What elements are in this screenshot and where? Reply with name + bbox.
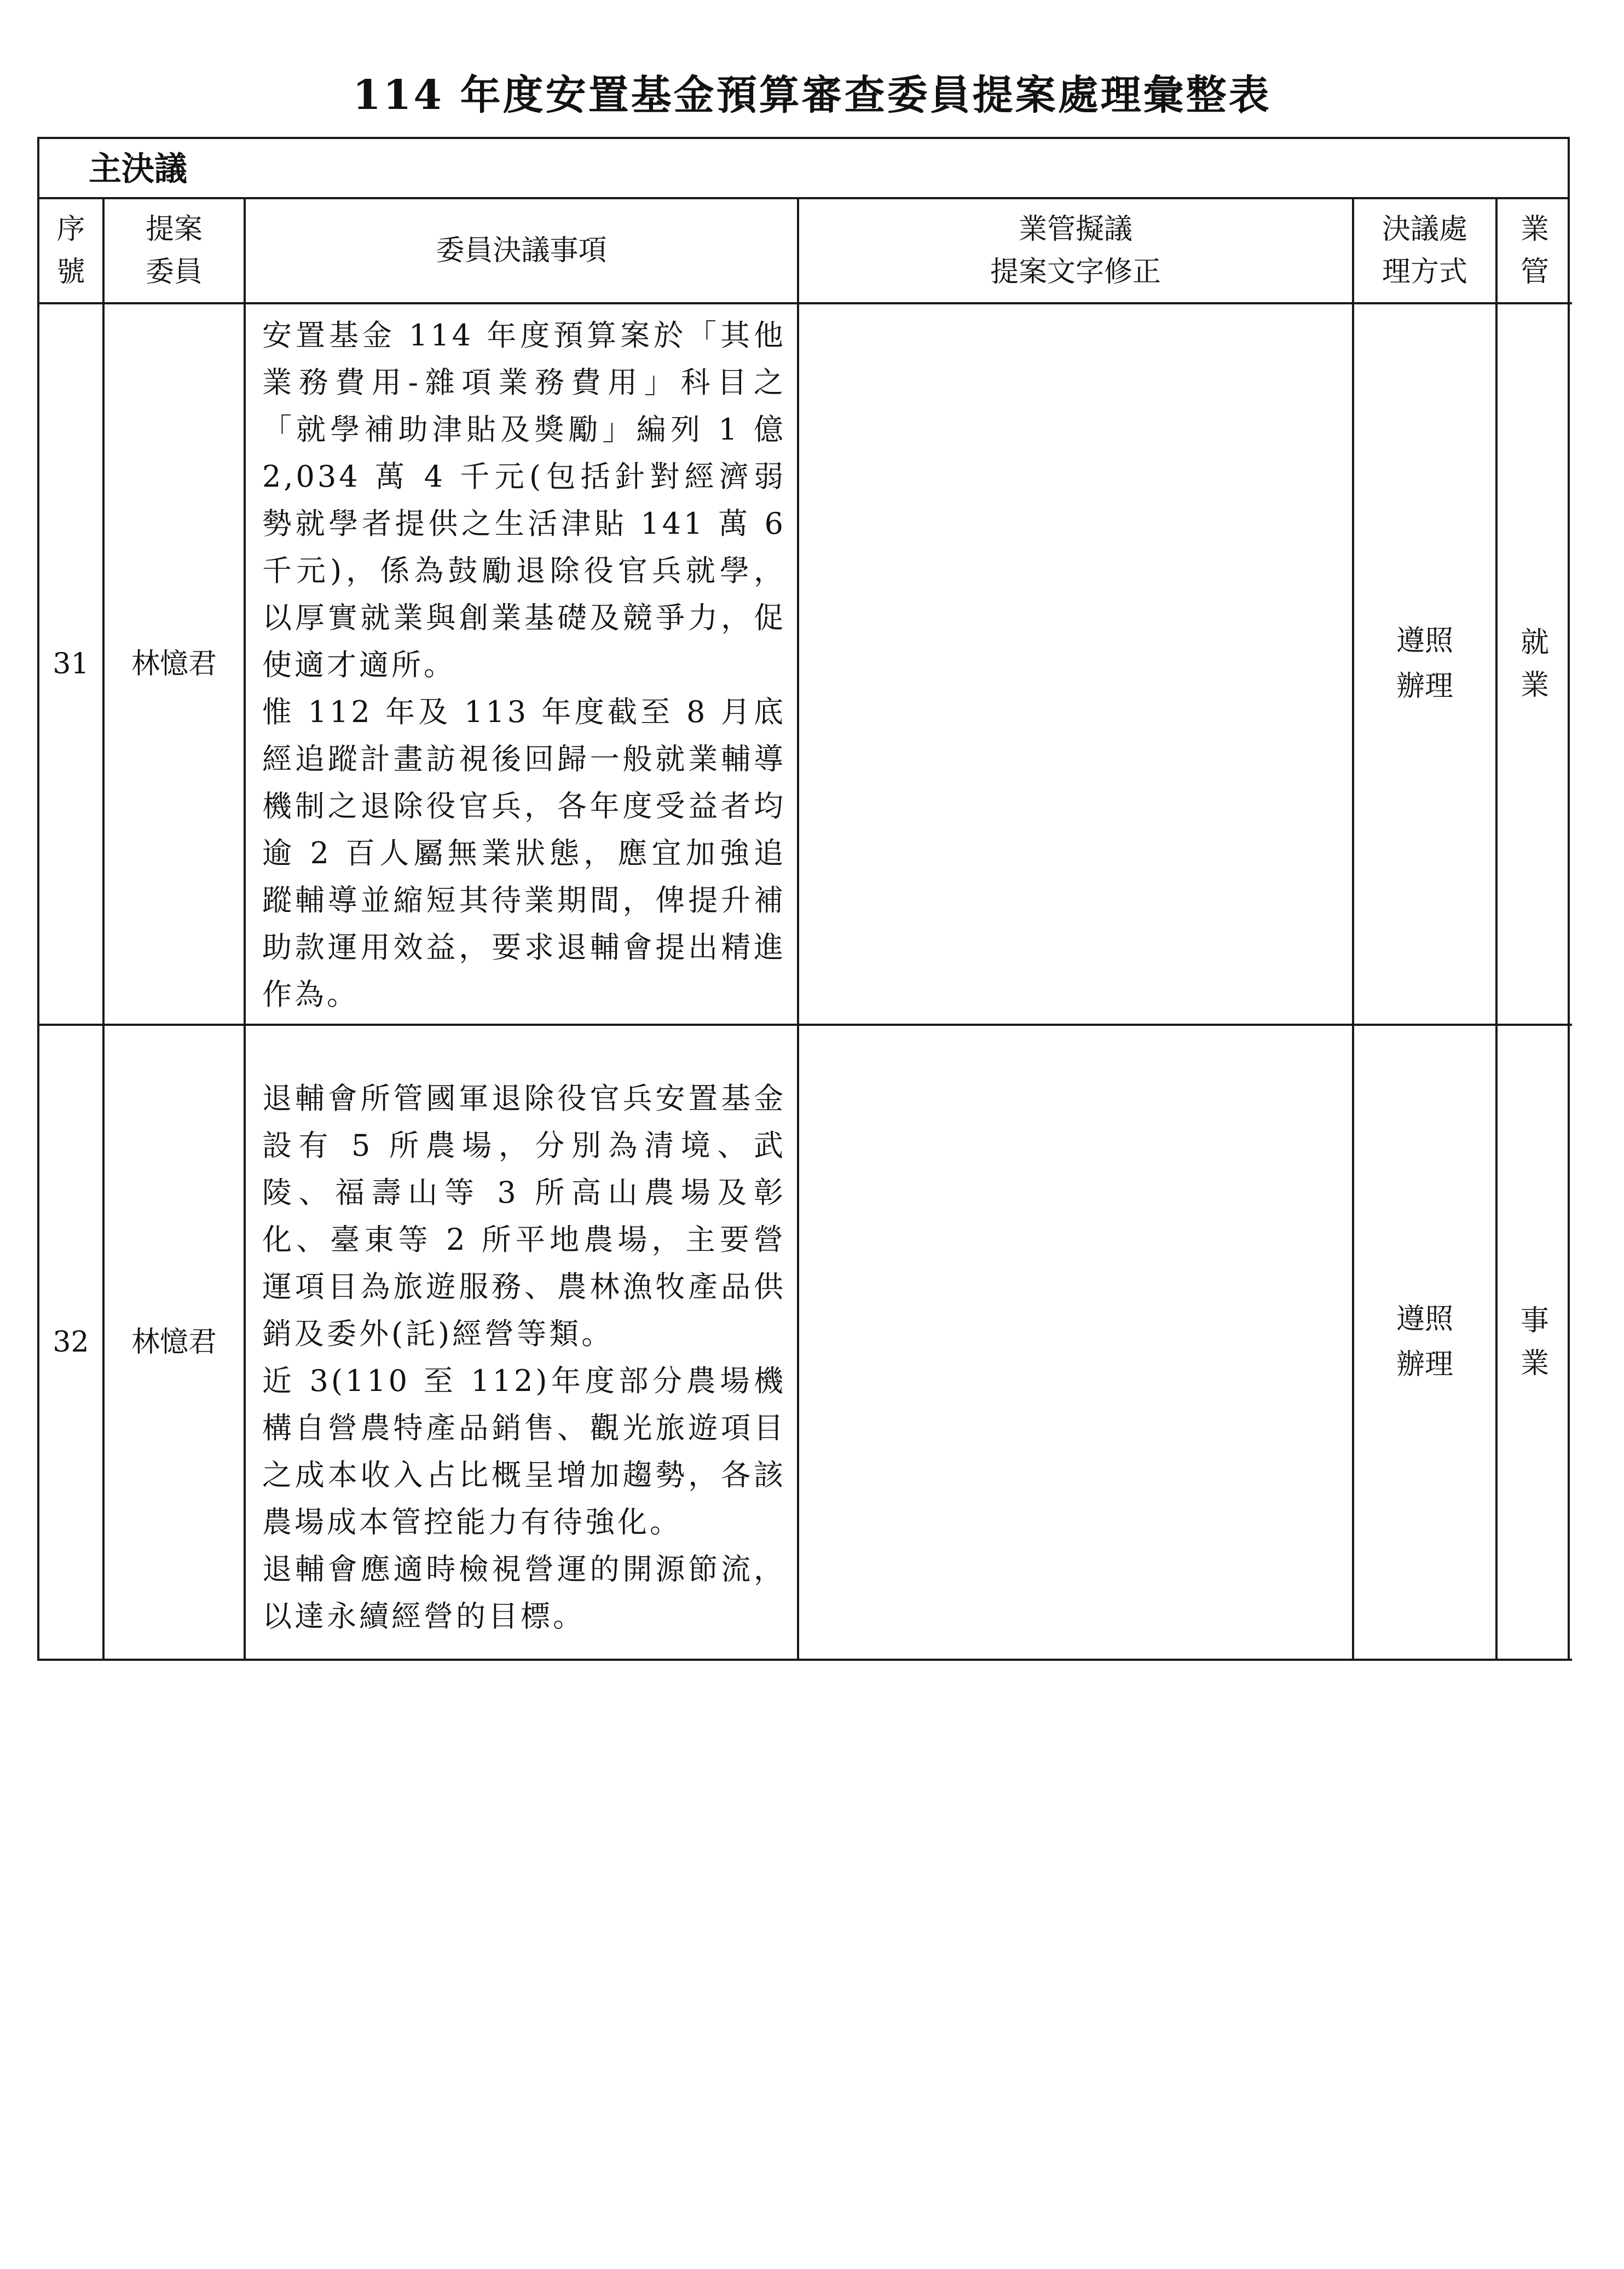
row-content <box>245 1025 798 1660</box>
row-unit: 就業 <box>1496 303 1572 1025</box>
table-header-row <box>39 199 1572 303</box>
table-row <box>39 303 1572 1025</box>
section-label: 主決議 <box>39 139 1568 199</box>
table-row <box>39 1025 1572 1660</box>
row-method: 遵照 辦理 <box>1353 1025 1496 1660</box>
header-suggestion: 業管擬議 提案文字修正 <box>798 199 1353 303</box>
row-content <box>245 303 798 1025</box>
row-method: 遵照 辦理 <box>1353 303 1496 1025</box>
header-method: 決議處 理方式 <box>1353 199 1496 303</box>
row-suggestion <box>798 303 1353 1025</box>
row-proposer: 林憶君 <box>103 1025 245 1660</box>
content-paragraph: 安置基金 114 年度預算案於「其他業務費用-雜項業務費用」科目之「就學補助津貼及獎勵」編列 1 億 2,034 萬 4 千元(包括針對經濟弱勢就學者提供之生活津貼 141 萬 6 千元)，係為鼓勵退除役官兵就學，以厚實就業與創業基礎及競爭力，促使適才適所。 <box>262 318 786 682</box>
header-proposer: 提案 委員 <box>103 199 245 303</box>
content-paragraph: 惟 112 年及 113 年度截至 8 月底經追蹤計畫訪視後回歸一般就業輔導機制之退除役官兵，各年度受益者均逾 2 百人屬無業狀態，應宜加強追蹤輔導並縮短其待業期間，俾提升補助款運用效益，要求退輔會提出精進作為。 <box>262 695 786 1012</box>
row-suggestion <box>798 1025 1353 1660</box>
proposal-table <box>39 199 1572 1661</box>
content-paragraph: 近 3(110 至 112)年度部分農場機構自營農特產品銷售、觀光旅遊項目之成本收入占比概呈增加趨勢，各該農場成本管控能力有待強化。 <box>262 1364 786 1539</box>
row-unit: 事業 <box>1496 1025 1572 1660</box>
proposal-table-frame <box>37 137 1570 1661</box>
row-seq: 31 <box>39 303 103 1025</box>
header-unit: 業 管 <box>1496 199 1572 303</box>
content-paragraph: 退輔會所管國軍退除役官兵安置基金設有 5 所農場，分別為清境、武陵、福壽山等 3 所高山農場及彰化、臺東等 2 所平地農場，主要營運項目為旅遊服務、農林漁牧產品供銷及委外(託)經營等類。 <box>262 1081 786 1351</box>
row-proposer: 林憶君 <box>103 303 245 1025</box>
header-seq: 序 號 <box>39 199 103 303</box>
content-paragraph: 退輔會應適時檢視營運的開源節流，以達永續經營的目標。 <box>262 1552 786 1633</box>
row-seq: 32 <box>39 1025 103 1660</box>
page-title: 114 年度安置基金預算審查委員提案處理彙整表 <box>352 72 1272 119</box>
header-content: 委員決議事項 <box>245 199 798 303</box>
